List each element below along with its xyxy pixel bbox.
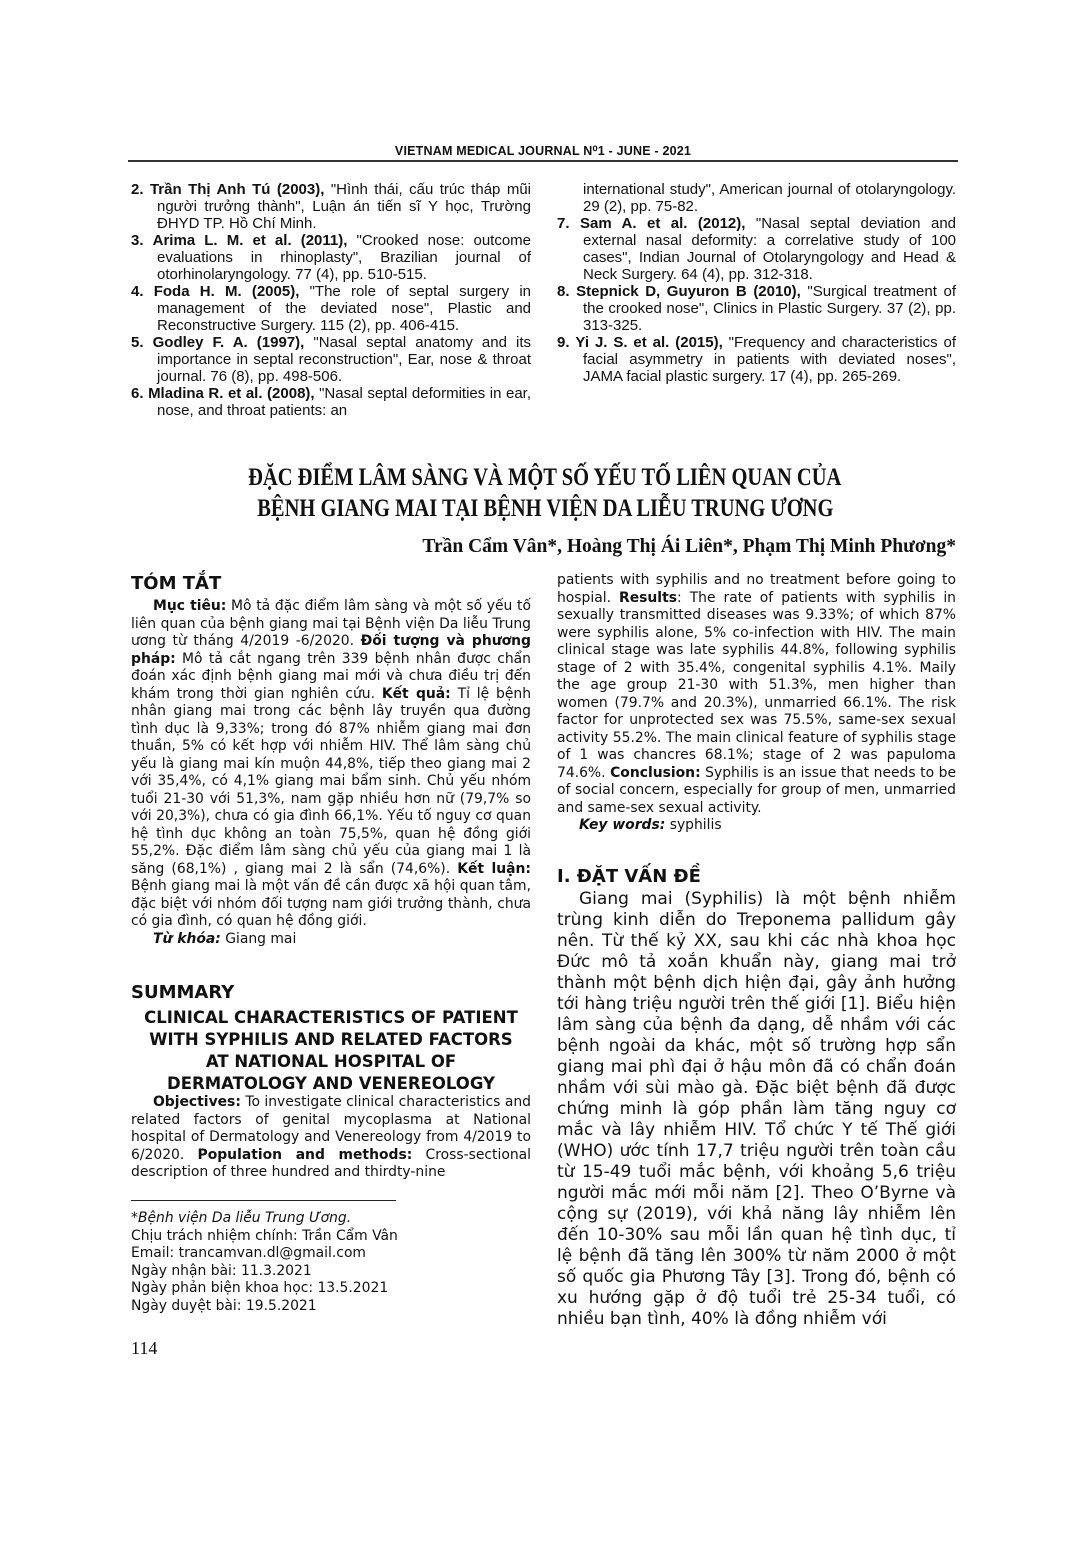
section-label: Results bbox=[619, 589, 677, 606]
summary-heading: SUMMARY bbox=[131, 982, 235, 1003]
reference-authors: Foda H. M. (2005), bbox=[153, 283, 300, 300]
section-label: Kết quả: bbox=[381, 685, 451, 702]
summary-title-line: DERMATOLOGY AND VENEREOLOGY bbox=[167, 1074, 495, 1093]
summary-keywords bbox=[557, 817, 956, 835]
reference-number: 3. bbox=[131, 232, 144, 249]
page-number: 114 bbox=[131, 1338, 158, 1358]
reference-number: 8. bbox=[557, 283, 570, 300]
title-line-2: BỆNH GIANG MAI TẠI BỆNH VIỆN DA LIỄU TRUNG ƯƠNG bbox=[256, 495, 834, 522]
reference-number: 9. bbox=[557, 334, 570, 351]
reference-number: 5. bbox=[131, 334, 144, 351]
summary-title-line: AT NATIONAL HOSPITAL OF bbox=[205, 1052, 457, 1071]
reference-details: "Surgical treatment of the crooked nose", Clinics in Plastic Surgery. 37 (2), pp. 313-325. bbox=[583, 283, 956, 334]
section-paragraph: Giang mai (Syphilis) là một bệnh nhiễm trùng kinh diễn do Treponema pallidum gây nên. Từ thế kỷ XX, sau khi các nhà khoa học Đức mô tả xoắn khuẩn này, giang mai trở thành một bệnh dịch hiện đại, gây ảnh hưởng tới hàng triệu người trên thế giới [1]. Biểu hiện lâm sàng của bệnh đa dạng, dễ nhầm với các bệnh ngoài da khác, một số trường hợp sẩn giang mai phì đại ở hậu môn đã có chẩn đoán nhầm với sùi mào gà. Đặc biệt bệnh đã được chứng minh là góp phần làm tăng nguy cơ mắc và lây nhiễm HIV. Tổ chức Y tế Thế giới (WHO) ước tính 17,7 triệu người trên toàn cầu từ 15-49 tuổi mắc bệnh, với khoảng 5,6 triệu người mắc mới mỗi năm [2]. Theo O’Byrne và cộng sự (2019), với khả năng lây nhiễm lên đến 10-30% sau mỗi lần quan hệ tình dục, tỉ lệ bệnh đã tăng lên 300% từ năm 2000 ở một số quốc gia Phương Tây [3]. Trong đó, bệnh có xu hướng gặp ở độ tuổi trẻ 25-34 tuổi, có nhiều bạn tình, 40% là đồng nhiễm với bbox=[557, 889, 956, 1329]
reference-number: 4. bbox=[131, 283, 144, 300]
reference-item bbox=[131, 334, 531, 385]
reference-item bbox=[557, 215, 956, 283]
article-title bbox=[130, 462, 960, 524]
reference-details: "Hình thái, cấu trúc tháp mũi người trưởng thành", Luận án tiến sĩ Y học, Trường ĐHYD TP. Hồ Chí Minh. bbox=[157, 181, 531, 232]
section-label: Objectives: bbox=[153, 1094, 241, 1110]
text-run: Syphilis is an issue that needs to be of social concern, especially for group of men, unmarried and same-sex sexual activity. bbox=[557, 764, 956, 816]
text-run: patients with syphilis and no treatment before going to hospial. bbox=[557, 572, 956, 606]
summary-title bbox=[131, 1007, 531, 1095]
reference-item bbox=[131, 232, 531, 283]
section-heading: I. ĐẶT VẤN ĐỀ bbox=[557, 866, 701, 887]
section-label: Mục tiêu: bbox=[153, 598, 227, 614]
reference-details: "Nasal septal deviation and external nasal deformity: a correlative study of 100 cases", Indian Journal of Otolaryngology and Head & Neck Surgery. 64 (4), pp. 312-318. bbox=[583, 215, 956, 283]
references-right-list bbox=[557, 215, 956, 385]
reference-authors: Trần Thị Anh Tú (2003), bbox=[149, 181, 325, 198]
summary-abstract-right bbox=[557, 572, 956, 835]
reference-authors: Yi J. S. et al. (2015), bbox=[575, 334, 723, 351]
journal-header: VIETNAM MEDICAL JOURNAL N⁰1 - JUNE - 2021 bbox=[394, 144, 692, 158]
tom-tat-heading: TÓM TẮT bbox=[131, 573, 222, 594]
keywords-value: Giang mai bbox=[220, 930, 297, 947]
tom-tat-abstract bbox=[131, 598, 531, 948]
reference-number: 2. bbox=[131, 181, 144, 198]
footnote-affiliation: *Bệnh viện Da liễu Trung Ương. bbox=[131, 1210, 352, 1226]
reference-item bbox=[557, 283, 956, 334]
article-authors: Trần Cẩm Vân*, Hoàng Thị Ái Liên*, Phạm Thị Minh Phương* bbox=[422, 536, 956, 557]
footnote bbox=[131, 1210, 531, 1315]
text-run: Bệnh giang mai là một vấn đề cần được xã hội quan tâm, đặc biệt với nhóm đối tượng nam giới trưởng thành, chưa có gia đình, có quan hệ đồng giới. bbox=[131, 878, 531, 929]
reference-number: 6. bbox=[131, 385, 144, 402]
section-label: Conclusion: bbox=[610, 764, 701, 781]
footnote-line: Ngày duyệt bài: 19.5.2021 bbox=[131, 1297, 317, 1314]
text-run: Cross-sectional description of three hundred and thirdty-nine bbox=[131, 1146, 531, 1180]
reference-details: "Nasal septal deformities in ear, nose, and throat patients: an bbox=[157, 385, 531, 419]
keywords-value: syphilis bbox=[665, 817, 722, 833]
reference-authors: Godley F. A. (1997), bbox=[152, 334, 305, 351]
section-label: Đối tượng và phương pháp: bbox=[131, 633, 531, 667]
footnote-email: Email: trancamvan.dl@gmail.com bbox=[131, 1245, 366, 1261]
title-line-1: ĐẶC ĐIỂM LÂM SÀNG VÀ MỘT SỐ YẾU TỐ LIÊN QUAN CỦA bbox=[248, 464, 842, 491]
reference-authors: Sam A. et al. (2012), bbox=[579, 215, 746, 232]
text-run: To investigate clinical characteristics and related factors of genital mycoplasma at National hospital of Dermatology and Venereology from 4/2019 to 6/2020. bbox=[131, 1094, 531, 1163]
reference-details: "Nasal septal anatomy and its importance in septal reconstruction", Ear, nose & throat journal. 76 (8), pp. 498-506. bbox=[157, 334, 531, 385]
keywords-label: Từ khóa: bbox=[153, 930, 221, 947]
reference-item bbox=[131, 385, 531, 419]
reference-item bbox=[557, 334, 956, 385]
tom-tat-paragraph bbox=[131, 598, 531, 931]
tom-tat-keywords bbox=[131, 931, 531, 949]
reference-number: 7. bbox=[557, 215, 570, 232]
reference-authors: Stepnick D, Guyuron B (2010), bbox=[576, 283, 801, 300]
header-divider bbox=[128, 160, 958, 162]
section-label: Population and methods: bbox=[197, 1146, 413, 1163]
reference-details: "Crooked nose: outcome evaluations in rhinoplasty", Brazilian journal of otorhinolaryngology. 77 (4), pp. 510-515. bbox=[157, 232, 532, 283]
reference-details: "Frequency and characteristics of facial asymmetry in patients with deviated noses", JAMA facial plastic surgery. 17 (4), pp. 265-269. bbox=[583, 334, 956, 385]
summary-paragraph-continued bbox=[557, 572, 956, 817]
section-body bbox=[557, 889, 956, 1330]
reference-item bbox=[131, 283, 531, 334]
text-run: Mô tả đặc điểm lâm sàng và một số yếu tố liên quan của bệnh giang mai tại Bệnh viện Da liễu Trung ương từ tháng 4/2019 -6/2020. bbox=[131, 598, 531, 649]
text-run: : The rate of patients with syphilis in sexually transmitted diseases was 9.33%; of which 87% were syphilis alone, 5% co-infection with HIV. The main clinical stage was late syphilis 44.8%, following syphilis stage of 2 with 35.4%, congenital syphilis 4.1%. Maily the age group 21-30 with 51.3%, men higher than women (79.7% and 20.3%), unmarried 66.1%. The risk factor for unprotected sex was 75.5%, same-sex sexual activity 55.2%. The main clinical feature of syphilis stage of 1 was chancres 68.1%; stage of 2 was papuloma 74.6%. bbox=[557, 589, 956, 781]
reference-authors: Mladina R. et al. (2008), bbox=[148, 385, 315, 402]
text-run: Mô tả cắt ngang trên 339 bệnh nhân được chẩn đoán xác định bệnh giang mai mới và chưa điều trị đến khám trong thời gian nghiên cứu. bbox=[131, 650, 531, 702]
summary-abstract-left bbox=[131, 1094, 531, 1182]
reference-details: "The role of septal surgery in management of the deviated nose", Plastic and Reconstructive Surgery. 115 (2), pp. 406-415. bbox=[157, 283, 532, 334]
text-run: Tỉ lệ bệnh nhân giang mai trong các bệnh lây truyền qua đường tình dục là 9,33%; trong đó 87% nhiễm giang mai đơn thuần, 5% có kết hợp với nhiễm HIV. Thể lâm sàng chủ yếu là giang mai kín muộn 44,8%, tiếp theo giang mai 2 với 35,4%, có 4,1% giang mai bẩm sinh. Chủ yếu nhóm tuổi 21-30 với 51,3%, nam gặp nhiều hơn nữ (79,7% so với 20,3%), chưa có gia đình 66,1%. Yếu tố nguy cơ quan hệ tình dục không an toàn 75,5%, quan hệ đồng giới 55,2%. Đặc điểm lâm sàng chủ yếu của giang mai 1 là săng (68,1%) , giang mai 2 là sẩn (74,6%). bbox=[131, 685, 532, 877]
summary-paragraph-start bbox=[131, 1094, 531, 1182]
section-label: Kết luận: bbox=[457, 860, 531, 877]
footnote-line: Chịu trách nhiệm chính: Trần Cẩm Vân bbox=[131, 1227, 398, 1244]
reference-item bbox=[131, 181, 531, 232]
footnote-line: Ngày nhận bài: 11.3.2021 bbox=[131, 1262, 312, 1279]
summary-title-line: CLINICAL CHARACTERISTICS OF PATIENT bbox=[144, 1008, 518, 1027]
reference-continuation: international study", American journal of otolaryngology. 29 (2), pp. 75-82. bbox=[583, 181, 956, 215]
references-right bbox=[557, 181, 956, 385]
footnote-divider bbox=[131, 1200, 396, 1201]
keywords-label: Key words: bbox=[579, 817, 666, 833]
summary-title-line: WITH SYPHILIS AND RELATED FACTORS bbox=[149, 1030, 513, 1049]
footnote-line: Ngày phản biện khoa học: 13.5.2021 bbox=[131, 1280, 389, 1296]
reference-authors: Arima L. M. et al. (2011), bbox=[152, 232, 348, 249]
references-left bbox=[131, 181, 531, 419]
